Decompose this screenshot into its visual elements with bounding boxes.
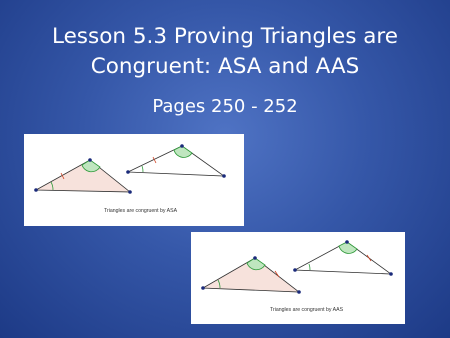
- aas-vertex: [389, 272, 393, 276]
- aas-angle-mark-2b: [339, 242, 357, 253]
- asa-angle-mark-2a: [142, 166, 143, 172]
- aas-vertex: [201, 286, 205, 290]
- aas-tick-2: [367, 255, 371, 261]
- asa-vertex: [34, 188, 38, 192]
- aas-caption: Triangles are congruent by AAS: [270, 307, 344, 313]
- aas-vertex: [297, 290, 301, 294]
- slide-title: [0, 22, 450, 82]
- asa-vertex: [88, 158, 92, 162]
- aas-vertex: [345, 240, 349, 244]
- aas-vertex: [253, 256, 257, 260]
- title-line-2: Congruent: ASA and AAS: [90, 54, 360, 79]
- title-line-1: Lesson 5.3 Proving Triangles are: [51, 24, 399, 49]
- aas-angle-mark-2a: [309, 264, 310, 270]
- asa-vertex: [128, 190, 132, 194]
- asa-angle-mark-2b: [174, 146, 192, 157]
- asa-caption: Triangles are congruent by ASA: [104, 208, 178, 214]
- asa-figure: [24, 134, 244, 226]
- aas-vertex: [293, 268, 297, 272]
- asa-vertex: [126, 170, 130, 174]
- asa-vertex: [180, 144, 184, 148]
- slide-subtitle: Pages 250 - 252: [152, 96, 298, 117]
- aas-figure: [191, 232, 405, 324]
- asa-vertex: [222, 174, 226, 178]
